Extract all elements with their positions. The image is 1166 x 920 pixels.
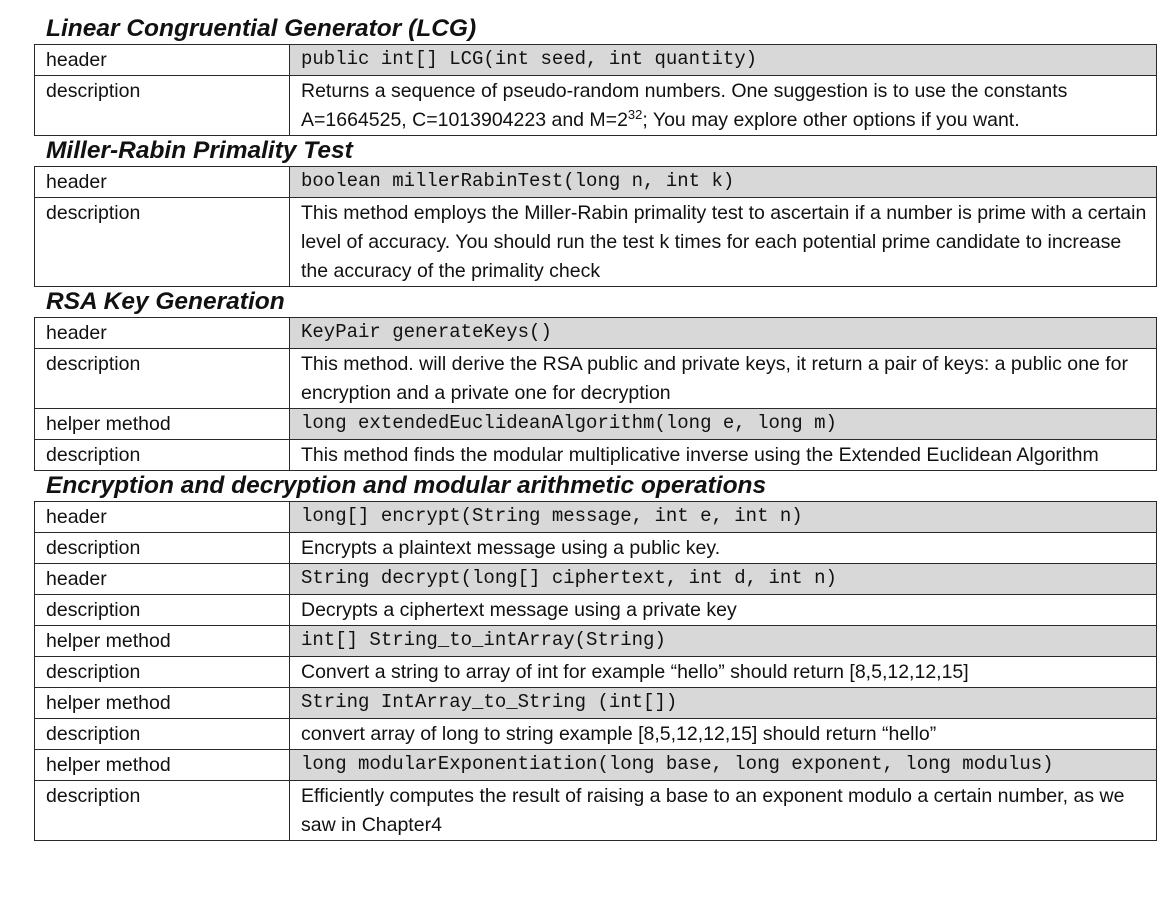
table-row bbox=[35, 564, 1157, 595]
row-label: header bbox=[35, 45, 290, 76]
row-label: description bbox=[35, 595, 290, 626]
method-signature: int[] String_to_intArray(String) bbox=[290, 626, 1157, 657]
row-label: description bbox=[35, 533, 290, 564]
table-row bbox=[35, 318, 1157, 349]
row-label: header bbox=[35, 502, 290, 533]
spec-table bbox=[34, 44, 1157, 136]
row-label: description bbox=[35, 198, 290, 287]
method-signature: KeyPair generateKeys() bbox=[290, 318, 1157, 349]
method-description: This method finds the modular multiplicative inverse using the Extended Euclidean Algorithm bbox=[290, 440, 1157, 471]
method-signature: long extendedEuclideanAlgorithm(long e, long m) bbox=[290, 409, 1157, 440]
method-description: This method. will derive the RSA public and private keys, it return a pair of keys: a public one for encryption and a private one for decryption bbox=[290, 349, 1157, 409]
section-rsa-key-generation bbox=[34, 287, 1157, 471]
row-label: header bbox=[35, 318, 290, 349]
row-label: description bbox=[35, 719, 290, 750]
section-title: Miller-Rabin Primality Test bbox=[46, 137, 353, 164]
exponent: 32 bbox=[627, 107, 643, 122]
row-label: header bbox=[35, 167, 290, 198]
table-row bbox=[35, 657, 1157, 688]
section-title: Linear Congruential Generator (LCG) bbox=[46, 15, 477, 42]
table-row bbox=[35, 409, 1157, 440]
section-miller-rabin bbox=[34, 136, 1157, 287]
section-encryption-decryption bbox=[34, 471, 1157, 841]
table-row bbox=[35, 502, 1157, 533]
spec-table bbox=[34, 317, 1157, 471]
method-description bbox=[290, 76, 1157, 136]
table-row bbox=[35, 750, 1157, 781]
row-label: helper method bbox=[35, 409, 290, 440]
method-signature: boolean millerRabinTest(long n, int k) bbox=[290, 167, 1157, 198]
method-description: This method employs the Miller-Rabin primality test to ascertain if a number is prime with a certain level of accuracy. You should run the test k times for each potential prime candidate to increase the accuracy of the primality check bbox=[290, 198, 1157, 287]
table-row bbox=[35, 781, 1157, 841]
table-row bbox=[35, 349, 1157, 409]
description-tail: ; You may explore other options if you want. bbox=[642, 109, 1020, 131]
table-row bbox=[35, 76, 1157, 136]
row-label: description bbox=[35, 440, 290, 471]
table-row bbox=[35, 440, 1157, 471]
method-description: Encrypts a plaintext message using a public key. bbox=[290, 533, 1157, 564]
method-description: convert array of long to string example [8,5,12,12,15] should return “hello” bbox=[290, 719, 1157, 750]
table-row bbox=[35, 533, 1157, 564]
row-label: helper method bbox=[35, 750, 290, 781]
row-label: description bbox=[35, 781, 290, 841]
method-signature: String decrypt(long[] ciphertext, int d, int n) bbox=[290, 564, 1157, 595]
method-signature: String IntArray_to_String (int[]) bbox=[290, 688, 1157, 719]
table-row bbox=[35, 595, 1157, 626]
method-description: Efficiently computes the result of raising a base to an exponent modulo a certain number, as we saw in Chapter4 bbox=[290, 781, 1157, 841]
method-signature: long modularExponentiation(long base, long exponent, long modulus) bbox=[290, 750, 1157, 781]
spec-table bbox=[34, 501, 1157, 841]
table-row bbox=[35, 167, 1157, 198]
section-title: Encryption and decryption and modular arithmetic operations bbox=[46, 472, 767, 499]
row-label: description bbox=[35, 349, 290, 409]
row-label: description bbox=[35, 76, 290, 136]
table-row bbox=[35, 688, 1157, 719]
table-row bbox=[35, 626, 1157, 657]
method-description: Convert a string to array of int for example “hello” should return [8,5,12,12,15] bbox=[290, 657, 1157, 688]
description-text: Returns a sequence of pseudo-random numbers. One suggestion is to use the constants A=1664525, C=1013904223 and M=2 bbox=[301, 80, 1068, 131]
method-description: Decrypts a ciphertext message using a private key bbox=[290, 595, 1157, 626]
method-signature: public int[] LCG(int seed, int quantity) bbox=[290, 45, 1157, 76]
method-signature: long[] encrypt(String message, int e, int n) bbox=[290, 502, 1157, 533]
table-row bbox=[35, 45, 1157, 76]
row-label: header bbox=[35, 564, 290, 595]
row-label: helper method bbox=[35, 626, 290, 657]
method-spec-document bbox=[34, 14, 1157, 841]
section-lcg bbox=[34, 14, 1157, 136]
table-row bbox=[35, 198, 1157, 287]
row-label: helper method bbox=[35, 688, 290, 719]
section-title: RSA Key Generation bbox=[46, 288, 285, 315]
row-label: description bbox=[35, 657, 290, 688]
spec-table bbox=[34, 166, 1157, 287]
table-row bbox=[35, 719, 1157, 750]
